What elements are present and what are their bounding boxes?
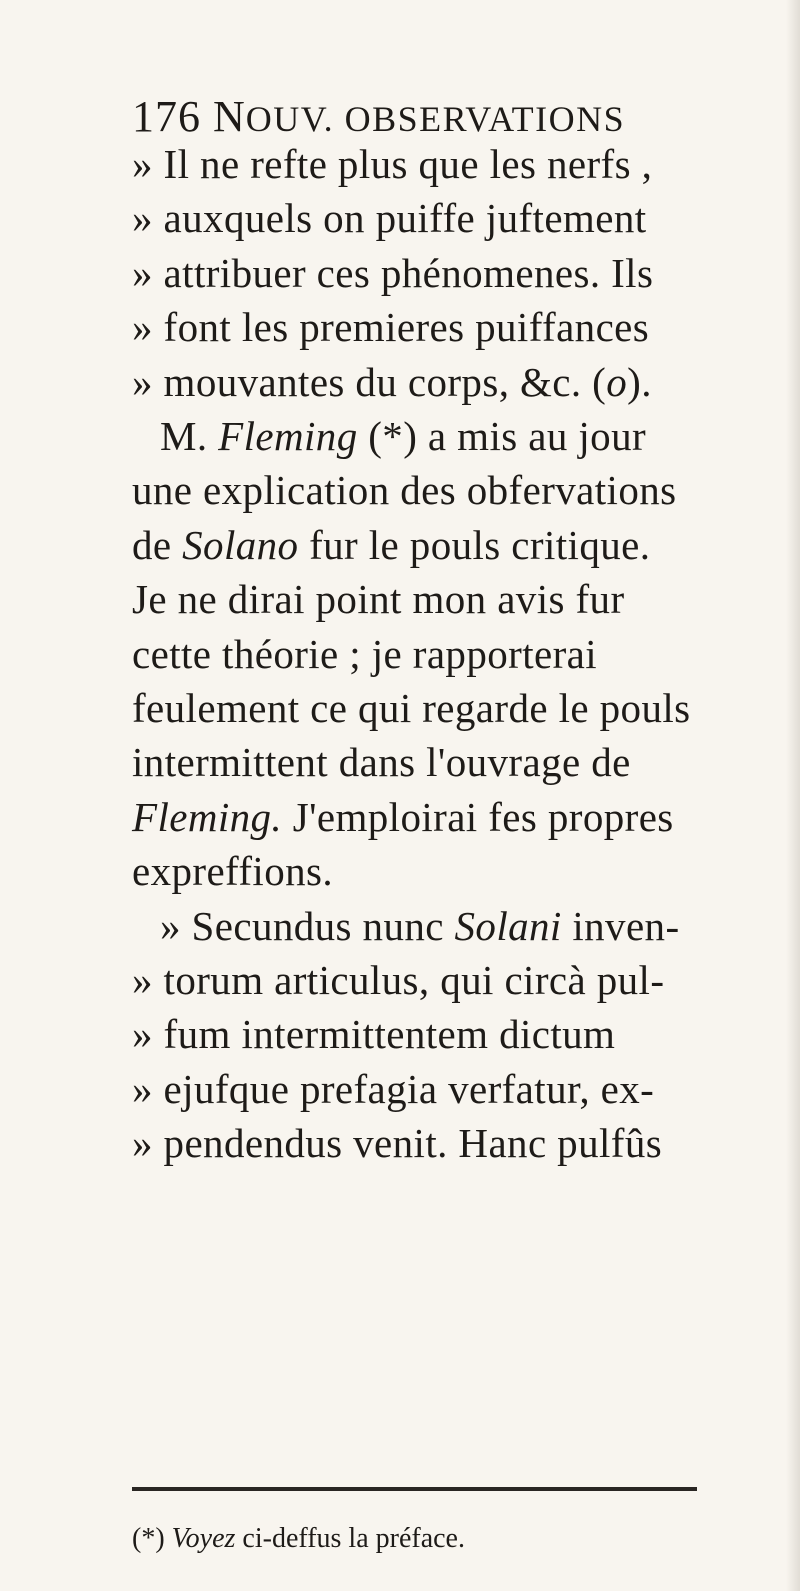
italic-text: Fleming [218,413,358,459]
text-segment: une explication des obfervations [132,467,677,514]
text-line [132,683,691,733]
footnote [132,1522,465,1556]
text-segment: » torum articulus, qui circà pul- [132,957,665,1003]
text-line [132,1118,662,1168]
text-line [132,737,631,787]
text-segment: fur le pouls critique. [298,521,651,568]
footnote-marker: (*) [132,1523,172,1554]
italic-text: o [606,358,628,405]
text-line [132,465,677,515]
text-line [132,302,649,352]
text-line [132,248,653,298]
text-segment: » Il ne refte plus que les nerfs , [132,141,653,187]
text-line [132,193,647,243]
running-title: NOUV. OBSERVATIONS [213,92,626,141]
text-line [132,955,664,1005]
page-number: 176 [132,92,201,141]
running-header [132,92,625,144]
text-segment: » Secundus nunc [160,902,455,949]
text-line [132,792,674,842]
text-line [132,520,650,570]
text-line [132,846,333,896]
text-segment: » mouvantes du corps, &c. ( [132,358,607,405]
text-line [132,139,652,189]
text-segment: » font les premieres puiffances [132,304,650,351]
text-segment: intermittent dans l'ouvrage de [132,739,631,786]
text-segment: Je ne dirai point mon avis fur [132,576,625,623]
text-segment: cette théorie ; je rapporterai [132,630,598,677]
text-line [132,1064,654,1114]
text-line [132,357,652,407]
footnote-divider [132,1487,697,1491]
text-segment: feulement ce qui regarde le pouls [132,685,691,731]
text-line [132,574,625,624]
text-segment: inven- [561,902,680,949]
footnote-italic: Voyez [171,1523,236,1554]
text-line [132,629,597,679]
text-segment: M. [160,413,219,459]
text-segment: » fum intermittentem dictum [132,1011,616,1058]
footnote-text: ci-deffus la préface. [235,1523,465,1554]
text-segment: (*) a mis au jour [357,413,647,459]
text-segment: » pendendus venit. Hanc pulfûs [132,1120,663,1167]
italic-text: Fleming. [132,793,283,840]
text-line [132,1009,615,1059]
text-line [160,411,646,461]
text-segment: » ejufque prefagia verfatur, ex- [132,1065,655,1112]
page-edge-shadow [786,0,800,1591]
text-segment: » auxquels on puiffe juftement [132,195,647,242]
text-segment: J'emploirai fes propres [282,793,674,840]
text-segment: expreffions. [132,848,334,895]
text-segment: ). [627,358,652,405]
text-line [160,901,680,951]
italic-text: Solano [182,521,299,568]
italic-text: Solani [454,902,562,949]
text-segment: de [132,521,183,568]
text-segment: » attribuer ces phénomenes. Ils [132,249,654,296]
